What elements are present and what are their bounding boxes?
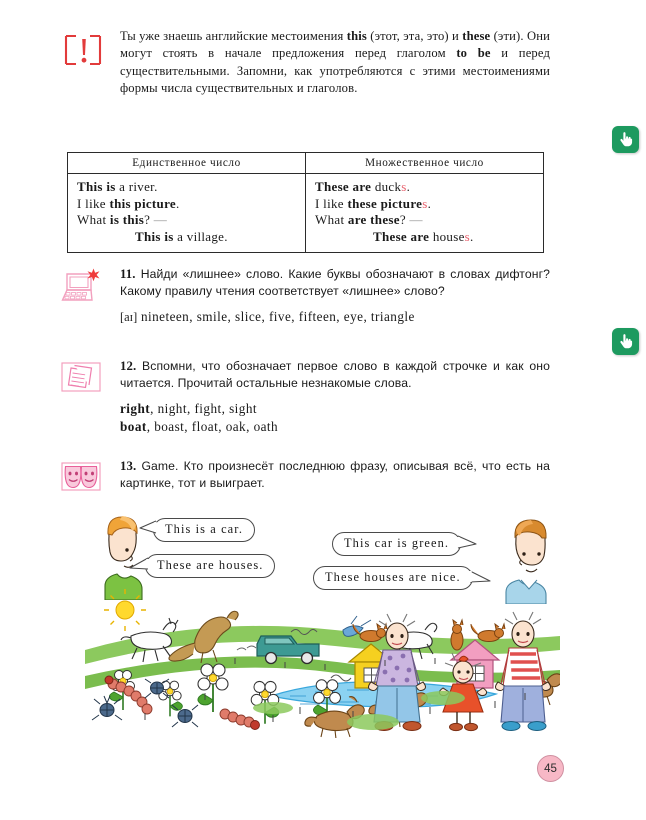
example-sentence: These are houses.	[373, 228, 474, 244]
rule-text: Ты уже знаешь английские местоимения this (этот, эта, это) и these (эти). Они могут стоять в начале предложения перед глаголом to be и перед существительными. Запомни, как употребляются с этими местоимениями формы числа существительных и глаголов.	[120, 29, 551, 96]
cell-singular-examples	[68, 174, 306, 253]
speech-bubble-text: These are houses.	[157, 558, 264, 572]
word-line	[120, 400, 550, 417]
exercise-12-word-list	[120, 400, 550, 435]
example-sentence: This is a village.	[135, 228, 228, 244]
bold-key-word: right	[120, 401, 151, 417]
bold-text: is this	[109, 212, 145, 228]
exclamation-icon	[60, 30, 106, 70]
page-number: 45	[537, 755, 564, 782]
bubble-tail-icon	[129, 557, 149, 575]
star-icon	[88, 269, 100, 282]
bubble-tail-icon	[139, 520, 157, 536]
table-row	[68, 174, 544, 253]
example-sentence: What is this? —	[77, 212, 168, 228]
plural-s: s	[464, 228, 471, 244]
bold-text: These are	[373, 228, 430, 244]
pointing-hand-icon	[617, 131, 634, 148]
exercise-13	[60, 458, 550, 497]
exercise-11-number: 11.	[120, 267, 136, 281]
example-sentence: What are these? —	[315, 212, 423, 228]
exercise-12	[60, 358, 550, 435]
speech-bubble	[145, 554, 275, 578]
bold-text: to be	[456, 46, 491, 61]
interactive-hand-marker[interactable]	[612, 126, 639, 153]
grammar-rule-block	[60, 28, 550, 98]
sun-icon	[104, 589, 146, 631]
man-character	[496, 612, 551, 731]
speech-bubble-text: These houses are nice.	[325, 570, 461, 584]
example-sentence: This is a river.	[77, 179, 158, 194]
pointing-hand-icon	[617, 333, 634, 350]
exercise-13-prompt	[120, 458, 550, 491]
exercise-12-body	[120, 358, 550, 435]
bold-text: these picture	[347, 195, 423, 211]
plural-s: s	[401, 179, 407, 194]
example-sentence: These are ducks.	[315, 179, 411, 194]
column-header-singular: Единственное число	[68, 153, 306, 174]
speech-bubble	[313, 566, 473, 590]
exercise-11-prompt	[120, 266, 550, 299]
bold-text: are these	[347, 212, 400, 228]
column-header-plural: Множественное число	[306, 153, 544, 174]
speech-bubble	[332, 532, 461, 556]
exercise-13-prompt-text: Game. Кто произнесёт последнюю фразу, описывая всё, что есть на картинке, тот и выиграет.	[120, 459, 550, 490]
masks-icon	[60, 459, 106, 497]
phonetic-symbol: [aɪ]	[120, 310, 138, 325]
cell-plural-examples	[306, 174, 544, 253]
speech-bubble-text: This car is green.	[344, 536, 450, 550]
speech-bubble-text: This is a car.	[165, 522, 244, 536]
bold-text: these	[462, 29, 491, 43]
example-sentence: I like this picture.	[77, 195, 180, 211]
bold-text: This is	[77, 179, 116, 194]
exercise-12-prompt-text: Вспомни, что обозначает первое слово в каждой строчке и как оно читается. Прочитай остальные незнакомые слова.	[120, 359, 550, 390]
exercise-12-prompt	[120, 358, 550, 391]
word-line	[120, 418, 550, 435]
speech-bubble-scene	[95, 508, 555, 598]
exercise-11-body	[120, 266, 550, 327]
bold-text: These are	[315, 179, 372, 194]
word-line-rest: , boast, float, oak, oath	[146, 418, 279, 434]
exercise-13-body	[120, 458, 550, 491]
plural-s: s	[422, 195, 428, 211]
computer-icon	[60, 267, 106, 305]
bubble-tail-icon	[469, 568, 491, 586]
scene-illustration	[85, 588, 560, 738]
exercise-11	[60, 266, 550, 327]
exercise-11-words: nineteen, smile, slice, five, fifteen, eye, triangle	[140, 309, 415, 325]
word-line-rest: , night, fight, sight	[150, 401, 257, 417]
cat	[451, 620, 463, 650]
exercise-13-number: 13.	[120, 459, 137, 473]
bubble-tail-icon	[457, 535, 477, 553]
grammar-table	[67, 152, 544, 253]
exercise-11-word-list	[120, 308, 550, 326]
table-header-row	[68, 153, 544, 174]
interactive-hand-marker[interactable]	[612, 328, 639, 355]
notes-icon	[60, 359, 106, 397]
dash: —	[153, 212, 168, 228]
dash: —	[409, 212, 423, 228]
bold-key-word: boat	[120, 418, 147, 434]
exercise-11-prompt-text: Найди «лишнее» слово. Какие буквы обозначают в словах дифтонг? Какому правилу чтения соответствует «лишнее» слово?	[120, 267, 550, 298]
bold-text: This is	[135, 228, 174, 244]
exercise-12-number: 12.	[120, 359, 137, 373]
example-sentence: I like these pictures.	[315, 195, 432, 211]
bold-text: this picture	[109, 195, 176, 211]
speech-bubble	[153, 518, 255, 542]
bold-text: this	[346, 29, 367, 43]
